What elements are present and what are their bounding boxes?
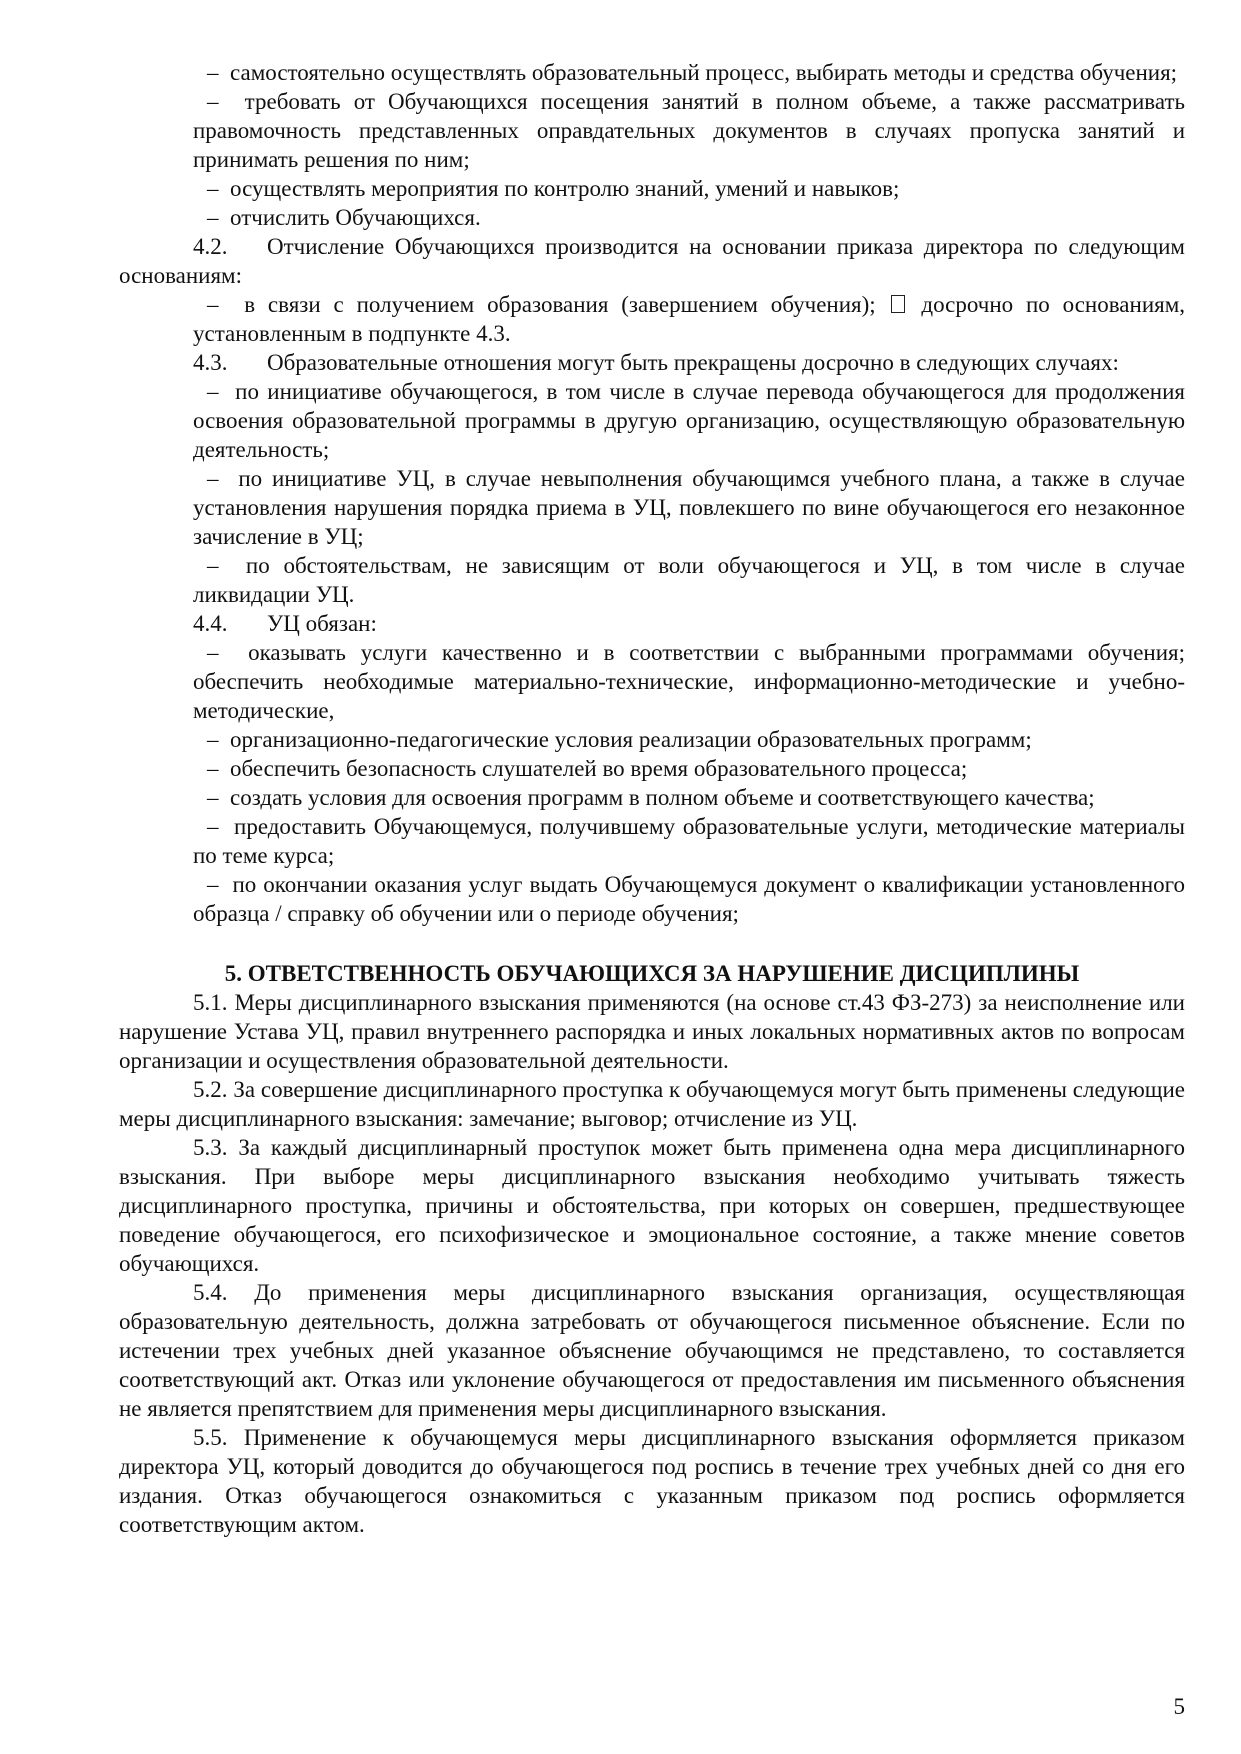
clause-text: Образовательные отношения могут быть прекращены досрочно в следующих случаях: <box>267 350 1119 375</box>
list-item: – по инициативе УЦ, в случае невыполнения обучающимся учебного плана, а также в случае установления нарушения порядка приема в УЦ, повлекшего по вине обучающегося его незаконное зачисление в УЦ; <box>193 466 1186 549</box>
list-item: – оказывать услуги качественно и в соответствии с выбранными программами обучения; обеспечить необходимые материально-технические, информационно-методические и учебно-методические, <box>193 640 1185 723</box>
list-item: – по инициативе обучающегося, в том числе в случае перевода обучающегося для продолжения освоения образовательной программы в другую организацию, осуществляющую образовательную деятельность; <box>193 379 1185 462</box>
clause-number: 4.3. <box>193 350 228 375</box>
paragraph: 5.2. За совершение дисциплинарного проступка к обучающемуся могут быть применены следующие меры дисциплинарного взыскания: замечание; выговор; отчисление из УЦ. <box>119 1077 1185 1131</box>
rights-list <box>119 58 1185 232</box>
paragraph: 5.3. За каждый дисциплинарный проступок может быть применена одна мера дисциплинарного взыскания. При выборе меры дисциплинарного взыскания необходимо учитывать тяжесть дисциплинарного проступка, причины и обстоятельства, при которых он совершен, предшествующее поведение обучающегося, его психофизическое и эмоциональное состояние, а также мнение советов обучающихся. <box>119 1135 1185 1276</box>
list-item: – требовать от Обучающихся посещения занятий в полном объеме, а также рассматривать правомочность представленных оправдательных документов в случаях пропуска занятий и принимать решения по ним; <box>193 89 1185 172</box>
list-item: – в связи с получением образования (завершением обучения); досрочно по основаниям, установленным в подпункте 4.3. <box>193 292 1186 346</box>
page-number: 5 <box>1173 1694 1185 1719</box>
clause-text: УЦ обязан: <box>267 611 377 636</box>
clause-text: Отчисление Обучающихся производится на основании приказа директора по следующим основаниям: <box>119 234 1185 288</box>
list-item: – по окончании оказания услуг выдать Обучающемуся документ о квалификации установленного образца / справку об обучении или о периоде обучения; <box>193 872 1186 926</box>
list-item: – самостоятельно осуществлять образовательный процесс, выбирать методы и средства обучения; <box>207 60 1178 85</box>
paragraph: 5.4. До применения меры дисциплинарного взыскания организация, осуществляющая образовательную деятельность, должна затребовать от обучающегося письменное объяснение. Если по истечении трех учебных дней указанное объяснение обучающимся не представлено, то составляется соответствующий акт. Отказ или уклонение обучающегося от предоставления им письменного объяснения не является препятствием для применения меры дисциплинарного взыскания. <box>119 1280 1185 1421</box>
section-heading: 5. ОТВЕТСТВЕННОСТЬ ОБУЧАЮЩИХСЯ ЗА НАРУШЕНИЕ ДИСЦИПЛИНЫ <box>224 961 1080 986</box>
list-item: – осуществлять мероприятия по контролю знаний, умений и навыков; <box>207 176 900 201</box>
paragraph: 5.5. Применение к обучающемуся меры дисциплинарного взыскания оформляется приказом директора УЦ, который доводится до обучающегося под роспись в течение трех учебных дней со дня его издания. Отказ обучающегося ознакомиться с указанным приказом под роспись оформляется соответствующим актом. <box>119 1425 1185 1537</box>
clause-4-4 <box>119 609 1185 638</box>
list-item: – создать условия для освоения программ в полном объеме и соответствующего качества; <box>207 785 1095 810</box>
clause-number: 4.2. <box>193 234 228 259</box>
list-item: – обеспечить безопасность слушателей во время образовательного процесса; <box>207 756 968 781</box>
list-item: – предоставить Обучающемуся, получившему образовательные услуги, методические материалы по теме курса; <box>193 814 1186 868</box>
clause-4-3 <box>119 348 1185 377</box>
list-item: – по обстоятельствам, не зависящим от воли обучающегося и УЦ, в том числе в случае ликвидации УЦ. <box>193 553 1185 607</box>
clause-number: 4.4. <box>193 611 228 636</box>
paragraph: 5.1. Меры дисциплинарного взыскания применяются (на основе ст.43 ФЗ-273) за неисполнение или нарушение Устава УЦ, правил внутреннего распорядка и иных локальных нормативных актов по вопросам организации и осуществления образовательной деятельности. <box>119 990 1185 1073</box>
clause-4-2 <box>119 232 1185 290</box>
list-item: – отчислить Обучающихся. <box>207 205 481 230</box>
list-item: – организационно-педагогические условия реализации образовательных программ; <box>207 727 1032 752</box>
missing-glyph-box-icon <box>891 295 905 313</box>
